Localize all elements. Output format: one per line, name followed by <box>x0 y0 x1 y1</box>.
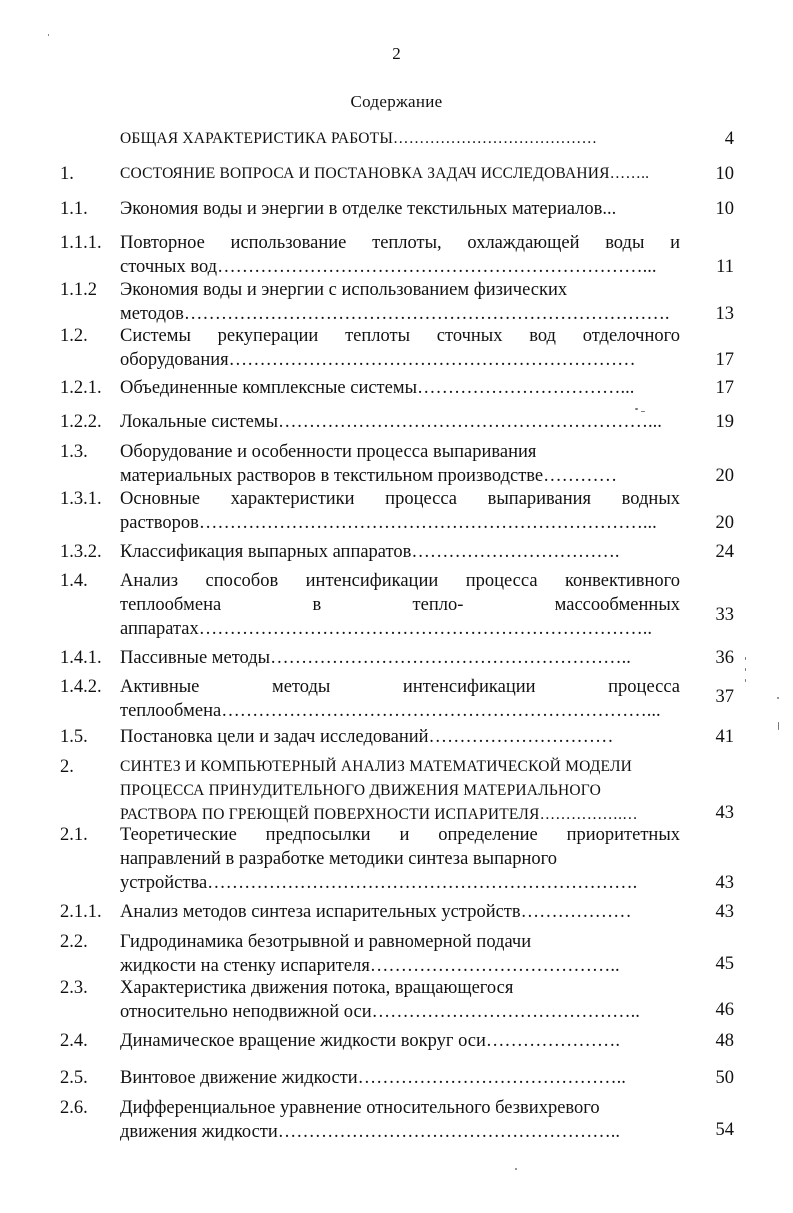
toc-entry-text <box>120 646 680 670</box>
toc-entry-page: 20 <box>715 513 734 533</box>
toc-line: Анализ методов синтеза испарительных устройств……………… <box>120 902 632 922</box>
toc-entry-text <box>120 1096 680 1144</box>
toc-entry-text <box>120 197 680 221</box>
scan-speck <box>515 1168 517 1170</box>
scan-speck <box>48 34 49 36</box>
toc-entry-number: 1.4. <box>60 571 88 591</box>
toc-entry-number: 1.1. <box>60 199 88 219</box>
toc-entry-page: 43 <box>715 803 734 823</box>
toc-line: Дифференциальное уравнение относительного безвихревого <box>120 1098 600 1118</box>
toc-line: Анализ способов интенсификации процесса конвективного <box>120 571 680 591</box>
toc-entry-text <box>120 440 680 488</box>
toc-line: устройства……………………………………………………………. <box>120 873 638 893</box>
scan-speck <box>641 411 645 412</box>
toc-entry-number: 1.2. <box>60 326 88 346</box>
toc-line: Динамическое вращение жидкости вокруг оси…………………. <box>120 1031 621 1051</box>
toc-entry-number: 2.1. <box>60 825 88 845</box>
toc-entry-number: 1.1.1. <box>60 233 102 253</box>
page-number: 2 <box>392 44 401 63</box>
toc-entry-page: 36 <box>715 648 734 668</box>
toc-entry-page: 24 <box>715 542 734 562</box>
toc-line: Постановка цели и задач исследований………………………… <box>120 727 614 747</box>
toc-entry-text <box>120 231 680 279</box>
toc-line: ОБЩАЯ ХАРАКТЕРИСТИКА РАБОТЫ………………………………… <box>120 130 598 147</box>
toc-entry-number: 2.4. <box>60 1031 88 1051</box>
toc-line: Системы рекуперации теплоты сточных вод отделочного <box>120 326 680 346</box>
toc-line: относительно неподвижной оси…………………………………….. <box>120 1002 640 1022</box>
toc-entry-number: 2.1.1. <box>60 902 102 922</box>
toc-line: СИНТЕЗ И КОМПЬЮТЕРНЫЙ АНАЛИЗ МАТЕМАТИЧЕСКОЙ МОДЕЛИ <box>120 758 633 775</box>
toc-line: Оборудование и особенности процесса выпаривания <box>120 442 537 462</box>
page-title: Содержание <box>350 92 443 111</box>
toc-line: Объединенные комплексные системы……………………………... <box>120 378 635 398</box>
toc-line: направлений в разработке методики синтеза выпарного <box>120 849 557 869</box>
toc-line: РАСТВОРА ПО ГРЕЮЩЕЙ ПОВЕРХНОСТИ ИСПАРИТЕЛЯ…………….… <box>120 806 638 823</box>
toc-entry-number: 1.4.2. <box>60 677 102 697</box>
toc-line: растворов………………………………………………………………... <box>120 513 657 533</box>
toc-entry-page: 54 <box>715 1120 734 1140</box>
toc-line: СОСТОЯНИЕ ВОПРОСА И ПОСТАНОВКА ЗАДАЧ ИССЛЕДОВАНИЯ…….. <box>120 165 650 182</box>
toc-entry-text <box>120 675 680 723</box>
toc-line: материальных растворов в текстильном производстве………… <box>120 466 618 486</box>
toc-line: Характеристика движения потока, вращающегося <box>120 978 514 998</box>
toc-entry-number: 1. <box>60 164 74 184</box>
toc-line: сточных вод……………………………………………………………... <box>120 257 657 277</box>
toc-entry-page: 41 <box>715 727 734 747</box>
toc-entry-page: 33 <box>715 605 734 625</box>
toc-line: Экономия воды и энергии в отделке текстильных материалов... <box>120 199 617 219</box>
toc-entry-text <box>120 900 680 924</box>
toc-entry-page: 37 <box>715 687 734 707</box>
toc-line: Основные характеристики процесса выпаривания водных <box>120 489 680 509</box>
toc-line: Классификация выпарных аппаратов……………………………. <box>120 542 620 562</box>
toc-line: ПРОЦЕССА ПРИНУДИТЕЛЬНОГО ДВИЖЕНИЯ МАТЕРИАЛЬНОГО <box>120 782 601 799</box>
toc-line: Повторное использование теплоты, охлаждающей воды и <box>120 233 680 253</box>
toc-entry-number: 2.3. <box>60 978 88 998</box>
scan-speck <box>745 668 746 671</box>
toc-entry-page: 17 <box>715 378 734 398</box>
toc-entry-text <box>120 755 680 827</box>
toc-entry-text <box>120 278 680 326</box>
toc-entry-number: 2.5. <box>60 1068 88 1088</box>
toc-entry-page: 43 <box>715 902 734 922</box>
toc-entry-number: 1.5. <box>60 727 88 747</box>
toc-entry-page: 43 <box>715 873 734 893</box>
toc-entry-text <box>120 1029 680 1053</box>
toc-entry-text <box>120 725 680 749</box>
toc-entry-text <box>120 930 680 978</box>
scan-speck <box>745 679 746 682</box>
toc-line: оборудования………………………………………………………… <box>120 350 636 370</box>
scan-speck <box>777 697 779 699</box>
toc-entry-text <box>120 324 680 372</box>
toc-entry-text <box>120 569 680 641</box>
toc-line: аппаратах……………………………………………………………….. <box>120 619 652 639</box>
toc-line: Пассивные методы………………………………………………….. <box>120 648 631 668</box>
toc-entry-text <box>120 127 680 151</box>
toc-entry-text <box>120 162 680 186</box>
toc-entry-number: 2. <box>60 757 74 777</box>
toc-entry-number: 1.2.1. <box>60 378 102 398</box>
toc-entry-number: 1.1.2 <box>60 280 97 300</box>
toc-entry-number: 2.6. <box>60 1098 88 1118</box>
toc-entry-page: 10 <box>715 164 734 184</box>
toc-line: движения жидкости……………………………………………….. <box>120 1122 621 1142</box>
toc-line: теплообмена……………………………………………………………... <box>120 701 661 721</box>
scan-speck <box>778 722 779 730</box>
toc-entry-page: 46 <box>715 1000 734 1020</box>
toc-entry-number: 1.3. <box>60 442 88 462</box>
toc-line: Экономия воды и энергии с использованием физических <box>120 280 568 300</box>
scan-speck <box>635 408 638 410</box>
toc-entry-number: 1.3.2. <box>60 542 102 562</box>
toc-entry-page: 4 <box>724 129 734 149</box>
toc-line: Локальные системы……………………………………………………... <box>120 412 662 432</box>
toc-line: теплообмена в тепло- массообменных <box>120 595 680 615</box>
toc-entry-text <box>120 976 680 1024</box>
toc-entry-page: 11 <box>716 257 734 277</box>
toc-line: Винтовое движение жидкости…………………………………….. <box>120 1068 626 1088</box>
toc-entry-page: 17 <box>715 350 734 370</box>
toc-line: Активные методы интенсификации процесса <box>120 677 680 697</box>
toc-entry-page: 45 <box>715 954 734 974</box>
toc-entry-page: 13 <box>715 304 734 324</box>
toc-entry-text <box>120 410 680 434</box>
toc-entry-text <box>120 376 680 400</box>
toc-line: Гидродинамика безотрывной и равномерной подачи <box>120 932 532 952</box>
scan-speck <box>745 657 746 660</box>
toc-entry-number: 1.4.1. <box>60 648 102 668</box>
toc-entry-page: 50 <box>715 1068 734 1088</box>
toc-entry-page: 10 <box>715 199 734 219</box>
toc-entry-text <box>120 487 680 535</box>
toc-entry-text <box>120 540 680 564</box>
toc-entry-text <box>120 1066 680 1090</box>
toc-entry-text <box>120 823 680 895</box>
toc-line: жидкости на стенку испарителя………………………………….. <box>120 956 620 976</box>
toc-entry-number: 1.2.2. <box>60 412 102 432</box>
toc-entry-number: 1.3.1. <box>60 489 102 509</box>
toc-line: методов……………………………………………………………………. <box>120 304 670 324</box>
toc-entry-number: 2.2. <box>60 932 88 952</box>
toc-line: Теоретические предпосылки и определение приоритетных <box>120 825 680 845</box>
toc-entry-page: 20 <box>715 466 734 486</box>
toc-entry-page: 48 <box>715 1031 734 1051</box>
toc-entry-page: 19 <box>715 412 734 432</box>
